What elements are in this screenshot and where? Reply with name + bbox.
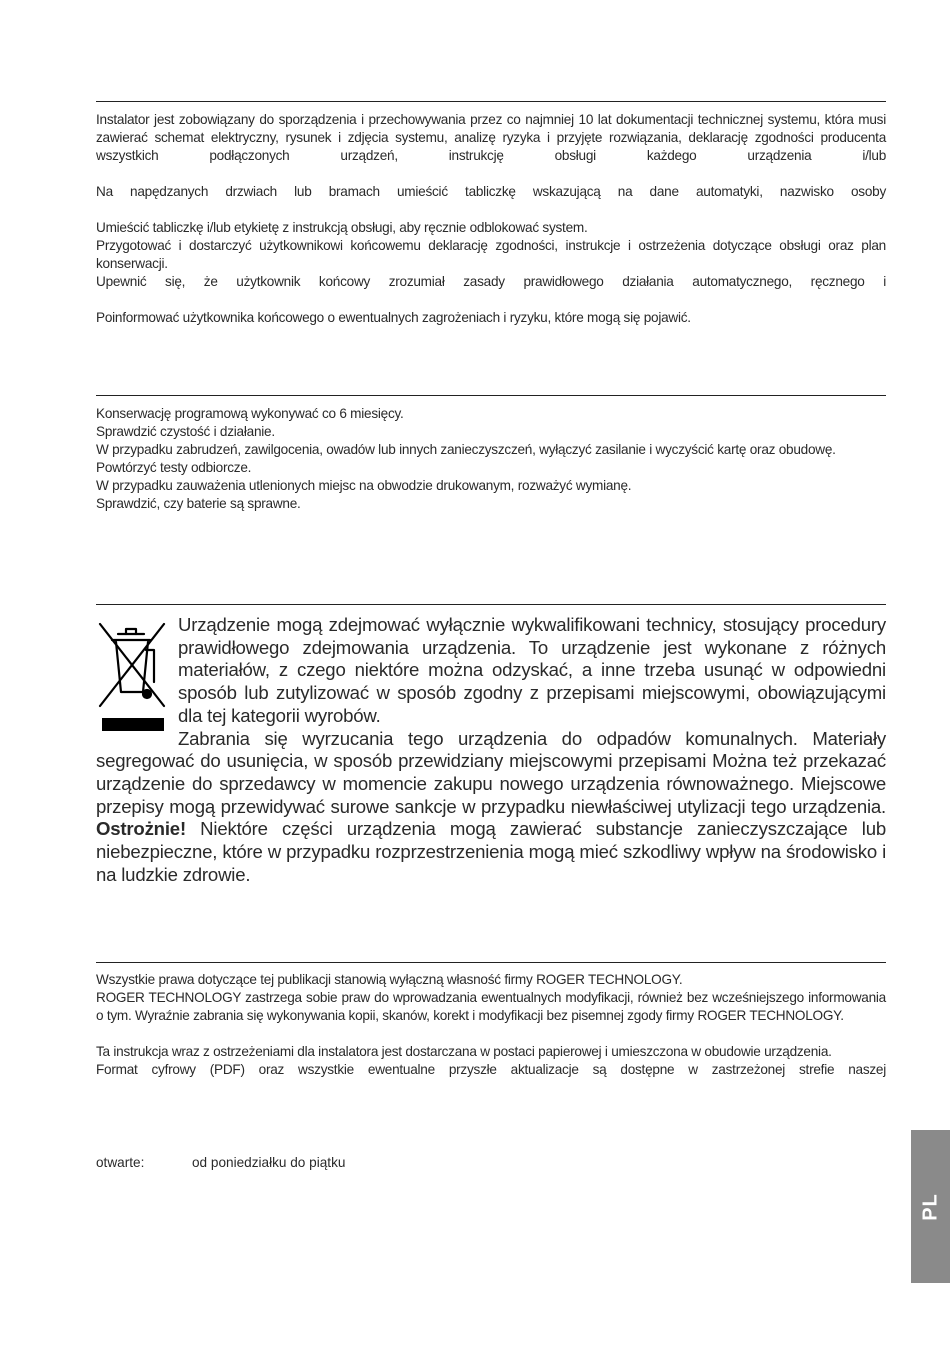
- language-tab-label: PL: [919, 1192, 941, 1221]
- section-rule-rights: [96, 962, 886, 963]
- section-rule-installer: [96, 101, 886, 102]
- installer-paragraph-release-label: Umieścić tabliczkę i/lub etykietę z instrukcją obsługi, aby ręcznie odblokować system.: [96, 220, 588, 235]
- installer-paragraph-user-training: Upewnić się, że użytkownik końcowy zrozumiał zasady prawidłowego działania automatycznego, ręcznego i: [96, 274, 886, 289]
- disposal-paragraph-waste: [96, 728, 886, 887]
- bin-underline-bar: [102, 718, 164, 731]
- rights-paragraph-modifications: ROGER TECHNOLOGY zastrzega sobie praw do wprowadzania ewentualnych modyfikacji, również bez wcześniejszego informowania o tym. Wyraźnie zabrania się wykonywania kopii, skanów, korekt i modyfikacji bez pisemnej zgody firmy ROGER TECHNOLOGY.: [96, 990, 886, 1023]
- maintenance-line-cleaning: W przypadku zabrudzeń, zawilgocenia, owadów lub innych zanieczyszczeń, wyłączyć zasilanie i wyczyścić kartę oraz obudowę.: [96, 442, 836, 457]
- rights-paragraph-paper-manual: Ta instrukcja wraz z ostrzeżeniami dla instalatora jest dostarczana w postaci papierowej i umieszczona w obudowie urządzenia.: [96, 1044, 832, 1059]
- disposal-text-start: Zabrania się wyrzucania tego urządzenia do odpadów komunalnych. Materiały segregować do usunięcia, w sposób przewidziany miejscowymi przepisami Można też przekazać urządzenie do sprzedawcy w momencie zakupu nowego urządzenia równoważnego. Miejscowe przepisy mogą przewidywać surowe sankcje w przypadku niewłaściwej utylizacji tego urządzenia.: [96, 727, 886, 817]
- installer-paragraph-risks: Poinformować użytkownika końcowego o ewentualnych zagrożeniach i ryzyku, które mogą się pojawić.: [96, 310, 691, 325]
- installer-section: [96, 111, 886, 327]
- rights-section: [96, 971, 886, 1079]
- opening-hours-label: otwarte:: [96, 1155, 145, 1170]
- disposal-text-end: Niektóre części urządzenia mogą zawierać substancje zanieczyszczające lub niebezpieczne, które w przypadku rozprzestrzenienia mogą mieć szkodliwy wpływ na środowisko i na ludzkie zdrowie.: [96, 818, 886, 885]
- maintenance-line-check: Sprawdzić czystość i działanie.: [96, 424, 275, 439]
- disposal-section: [96, 614, 886, 886]
- installer-paragraph-documentation: Instalator jest zobowiązany do sporządzenia i przechowywania przez co najmniej 10 lat dokumentacji technicznej systemu, która musi zawierać schemat elektryczny, rysunek i zdjęcia systemu, analizę ryzyka i przyjęte rozwiązania, deklarację zgodności producenta wszystkich podłączonych urządzeń, instrukcję obsługi każdego urządzenia i/lub: [96, 112, 886, 163]
- section-rule-disposal: [96, 604, 886, 605]
- caution-label: Ostrożnie!: [96, 818, 186, 840]
- opening-hours-row: [96, 1154, 345, 1172]
- maintenance-line-schedule: Konserwację programową wykonywać co 6 miesięcy.: [96, 406, 404, 421]
- language-tab: [911, 1130, 950, 1283]
- installer-paragraph-nameplate: Na napędzanych drzwiach lub bramach umieścić tabliczkę wskazującą na dane automatyki, nazwisko osoby: [96, 184, 886, 199]
- opening-hours-value: od poniedziałku do piątku: [192, 1155, 346, 1170]
- disposal-paragraph-qualified: Urządzenie mogą zdejmować wyłącznie wykwalifikowani technicy, stosujący procedury prawidłowego zdejmowania urządzenia. To urządzenie jest wykonane z różnych materiałów, z czego niektóre można odzyskać, a inne trzeba usunąć w odpowiedni sposób lub zutylizować w sposób zgodny z przepisami miejscowymi, obowiązującymi dla tej kategorii wyrobów.: [178, 614, 886, 726]
- installer-paragraph-declaration: Przygotować i dostarczyć użytkownikowi końcowemu deklarację zgodności, instrukcje i ostrzeżenia dotyczące obsługi oraz plan konserwacji.: [96, 238, 886, 271]
- maintenance-line-oxidation: W przypadku zauważenia utlenionych miejsc na obwodzie drukowanym, rozważyć wymianę.: [96, 478, 632, 493]
- section-rule-maintenance: [96, 395, 886, 396]
- rights-paragraph-ownership: Wszystkie prawa dotyczące tej publikacji stanowią wyłączną własność firmy ROGER TECHNOLOGY.: [96, 972, 683, 987]
- rights-paragraph-digital-format: Format cyfrowy (PDF) oraz wszystkie ewentualne przyszłe aktualizacje są dostępne w zastrzeżonej strefie naszej: [96, 1062, 886, 1077]
- crossed-out-wheelie-bin-icon: [96, 614, 172, 732]
- maintenance-line-tests: Powtórzyć testy odbiorcze.: [96, 460, 252, 475]
- maintenance-section: [96, 405, 886, 513]
- maintenance-line-batteries: Sprawdzić, czy baterie są sprawne.: [96, 496, 301, 511]
